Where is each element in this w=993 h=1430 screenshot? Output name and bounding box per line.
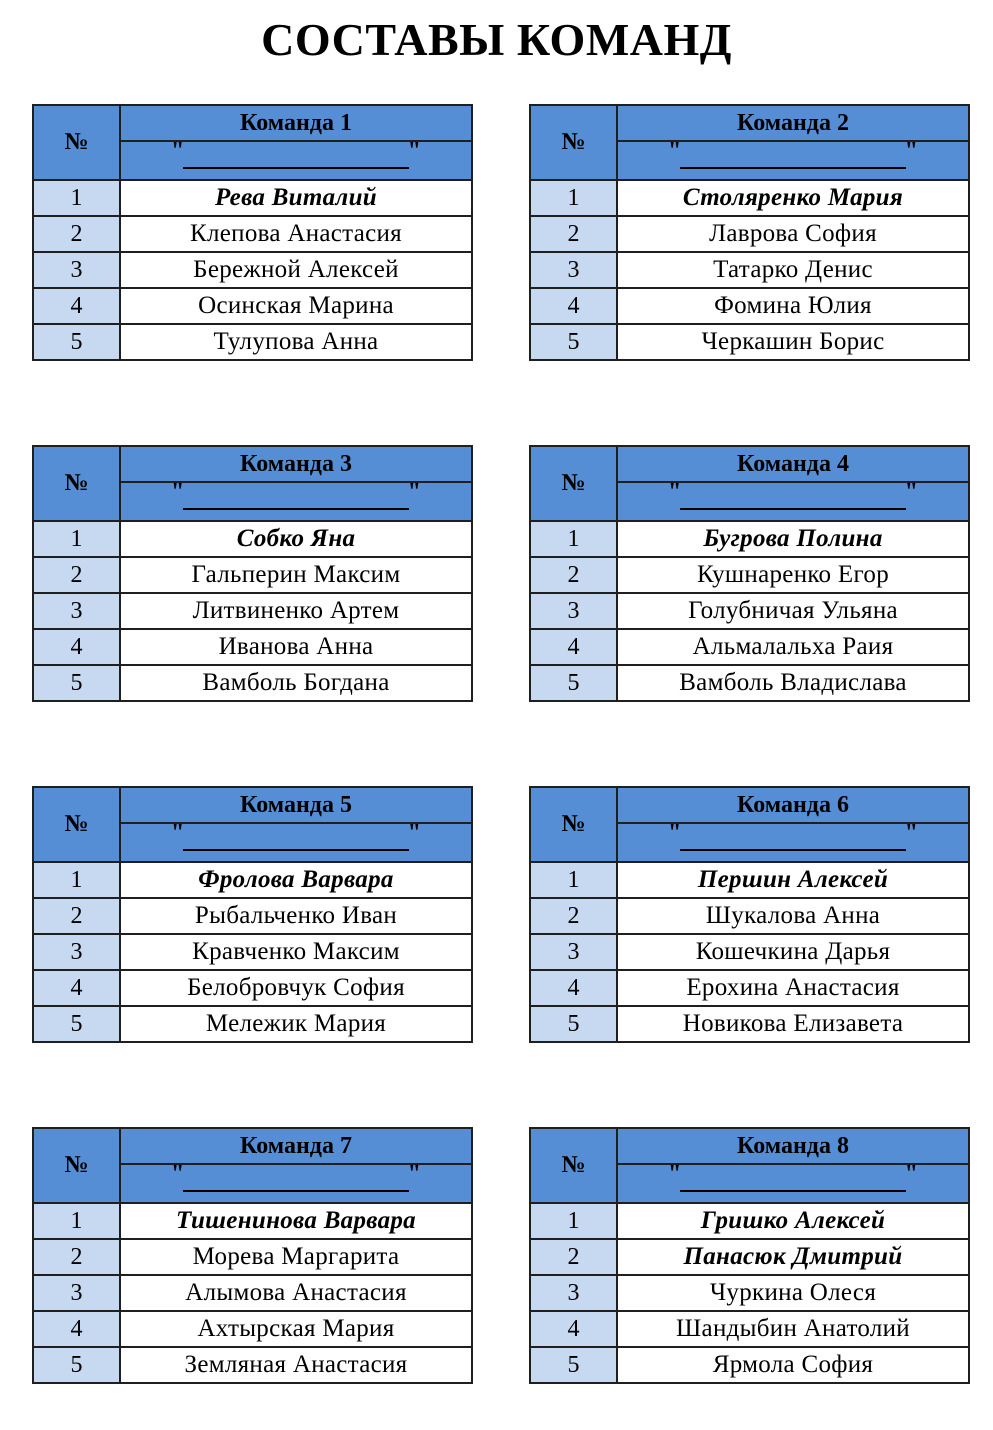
- close-quote: ": [904, 823, 918, 846]
- member-name: Ярмола София: [617, 1347, 969, 1383]
- team-title: Команда 8: [617, 1128, 969, 1164]
- member-name: Мележик Мария: [120, 1006, 472, 1042]
- blank-underline: [680, 1190, 906, 1192]
- member-row: [33, 934, 472, 970]
- member-row: [33, 665, 472, 701]
- blank-underline: [680, 849, 906, 851]
- team-title: Команда 3: [120, 446, 472, 482]
- member-number: 3: [33, 934, 120, 970]
- blank-underline: [183, 508, 409, 510]
- number-column-header: №: [530, 105, 617, 180]
- member-number: 5: [33, 1006, 120, 1042]
- member-name: Ерохина Анастасия: [617, 970, 969, 1006]
- member-row: [33, 324, 472, 360]
- member-row: [33, 180, 472, 216]
- member-name: Новикова Елизавета: [617, 1006, 969, 1042]
- member-name-highlighted: Першин Алексей: [617, 862, 969, 898]
- member-name-highlighted: Столяренко Мария: [617, 180, 969, 216]
- number-column-header: №: [530, 446, 617, 521]
- member-row: [530, 665, 969, 701]
- member-row: [33, 252, 472, 288]
- team-name-placeholder: [668, 142, 918, 172]
- member-row: [530, 1347, 969, 1383]
- blank-underline: [183, 849, 409, 851]
- member-name: Вамболь Владислава: [617, 665, 969, 701]
- member-row: [33, 1347, 472, 1383]
- blank-underline: [680, 508, 906, 510]
- member-name-highlighted: Бугрова Полина: [617, 521, 969, 557]
- member-number: 1: [33, 180, 120, 216]
- member-row: [33, 1006, 472, 1042]
- open-quote: ": [171, 1164, 185, 1187]
- member-row: [530, 593, 969, 629]
- member-row: [33, 629, 472, 665]
- team-name-placeholder: [668, 1165, 918, 1195]
- number-column-header: №: [530, 1128, 617, 1203]
- number-column-header: №: [33, 446, 120, 521]
- blank-underline: [183, 1190, 409, 1192]
- member-number: 5: [530, 324, 617, 360]
- team-name-blank: [120, 1164, 472, 1203]
- team-title: Команда 4: [617, 446, 969, 482]
- member-name: Клепова Анастасия: [120, 216, 472, 252]
- number-column-header: №: [33, 105, 120, 180]
- team-table-4: [529, 445, 970, 702]
- member-number: 3: [530, 934, 617, 970]
- member-number: 2: [530, 1239, 617, 1275]
- member-row: [530, 629, 969, 665]
- member-number: 5: [33, 324, 120, 360]
- number-column-header: №: [33, 1128, 120, 1203]
- member-name: Шандыбин Анатолий: [617, 1311, 969, 1347]
- team-table-5: [32, 786, 473, 1043]
- member-name: Морева Маргарита: [120, 1239, 472, 1275]
- member-name: Алымова Анастасия: [120, 1275, 472, 1311]
- member-row: [33, 288, 472, 324]
- member-row: [530, 288, 969, 324]
- number-column-header: №: [530, 787, 617, 862]
- member-row: [33, 1203, 472, 1239]
- blank-underline: [183, 167, 409, 169]
- member-row: [33, 970, 472, 1006]
- member-row: [530, 1311, 969, 1347]
- member-row: [33, 1275, 472, 1311]
- member-row: [530, 1275, 969, 1311]
- close-quote: ": [904, 482, 918, 505]
- member-number: 5: [530, 665, 617, 701]
- member-name: Земляная Анастасия: [120, 1347, 472, 1383]
- member-row: [530, 252, 969, 288]
- team-table-6: [529, 786, 970, 1043]
- close-quote: ": [407, 1164, 421, 1187]
- member-row: [33, 557, 472, 593]
- member-name: Бережной Алексей: [120, 252, 472, 288]
- team-title: Команда 6: [617, 787, 969, 823]
- member-name: Кушнаренко Егор: [617, 557, 969, 593]
- member-number: 5: [33, 665, 120, 701]
- close-quote: ": [904, 1164, 918, 1187]
- member-row: [530, 521, 969, 557]
- member-name: Голубничая Ульяна: [617, 593, 969, 629]
- member-name: Осинская Марина: [120, 288, 472, 324]
- member-row: [33, 1239, 472, 1275]
- member-number: 4: [33, 1311, 120, 1347]
- member-name: Гальперин Максим: [120, 557, 472, 593]
- team-name-blank: [617, 141, 969, 180]
- member-number: 2: [530, 898, 617, 934]
- team-name-placeholder: [171, 142, 421, 172]
- team-name-blank: [617, 1164, 969, 1203]
- member-number: 3: [530, 1275, 617, 1311]
- member-row: [530, 934, 969, 970]
- open-quote: ": [171, 482, 185, 505]
- member-name: Ахтырская Мария: [120, 1311, 472, 1347]
- member-number: 4: [530, 1311, 617, 1347]
- member-name: Рыбальченко Иван: [120, 898, 472, 934]
- member-name-highlighted: Тишенинова Варвара: [120, 1203, 472, 1239]
- member-name: Альмалальха Раия: [617, 629, 969, 665]
- member-row: [530, 324, 969, 360]
- member-row: [530, 216, 969, 252]
- team-name-placeholder: [171, 1165, 421, 1195]
- member-number: 5: [33, 1347, 120, 1383]
- member-number: 3: [33, 252, 120, 288]
- team-name-placeholder: [668, 824, 918, 854]
- team-name-placeholder: [668, 483, 918, 513]
- team-name-blank: [120, 823, 472, 862]
- team-name-blank: [617, 482, 969, 521]
- close-quote: ": [407, 823, 421, 846]
- member-row: [530, 862, 969, 898]
- member-name: Лаврова София: [617, 216, 969, 252]
- member-number: 1: [33, 1203, 120, 1239]
- member-number: 3: [33, 593, 120, 629]
- member-number: 4: [530, 970, 617, 1006]
- member-name: Кошечкина Дарья: [617, 934, 969, 970]
- member-name: Иванова Анна: [120, 629, 472, 665]
- member-number: 5: [530, 1347, 617, 1383]
- member-name: Шукалова Анна: [617, 898, 969, 934]
- member-name-highlighted: Фролова Варвара: [120, 862, 472, 898]
- member-name: Черкашин Борис: [617, 324, 969, 360]
- member-number: 4: [33, 970, 120, 1006]
- member-number: 3: [530, 252, 617, 288]
- team-table-8: [529, 1127, 970, 1384]
- member-number: 1: [530, 1203, 617, 1239]
- member-row: [530, 1203, 969, 1239]
- open-quote: ": [668, 1164, 682, 1187]
- member-number: 2: [530, 557, 617, 593]
- member-row: [530, 970, 969, 1006]
- member-number: 4: [530, 288, 617, 324]
- member-name-highlighted: Панасюк Дмитрий: [617, 1239, 969, 1275]
- team-name-blank: [617, 823, 969, 862]
- team-table-7: [32, 1127, 473, 1384]
- page-title: СОСТАВЫ КОМАНД: [261, 14, 732, 65]
- member-name: Тулупова Анна: [120, 324, 472, 360]
- open-quote: ": [171, 823, 185, 846]
- member-name-highlighted: Рева Виталий: [120, 180, 472, 216]
- close-quote: ": [904, 141, 918, 164]
- member-row: [33, 521, 472, 557]
- member-name: Татарко Денис: [617, 252, 969, 288]
- member-number: 1: [33, 862, 120, 898]
- member-number: 2: [33, 216, 120, 252]
- member-number: 1: [530, 521, 617, 557]
- team-table-2: [529, 104, 970, 361]
- open-quote: ": [171, 141, 185, 164]
- member-name: Литвиненко Артем: [120, 593, 472, 629]
- open-quote: ": [668, 482, 682, 505]
- member-name: Чуркина Олеся: [617, 1275, 969, 1311]
- member-row: [33, 862, 472, 898]
- member-name: Белобровчук София: [120, 970, 472, 1006]
- team-title: Команда 2: [617, 105, 969, 141]
- member-number: 2: [33, 898, 120, 934]
- open-quote: ": [668, 141, 682, 164]
- member-name: Вамболь Богдана: [120, 665, 472, 701]
- member-number: 3: [33, 1275, 120, 1311]
- team-name-blank: [120, 141, 472, 180]
- team-title: Команда 1: [120, 105, 472, 141]
- member-row: [530, 1006, 969, 1042]
- member-number: 1: [530, 862, 617, 898]
- close-quote: ": [407, 482, 421, 505]
- member-row: [33, 593, 472, 629]
- blank-underline: [680, 167, 906, 169]
- number-column-header: №: [33, 787, 120, 862]
- team-name-placeholder: [171, 483, 421, 513]
- member-row: [530, 180, 969, 216]
- member-number: 2: [530, 216, 617, 252]
- team-name-blank: [120, 482, 472, 521]
- member-row: [530, 557, 969, 593]
- member-number: 4: [33, 629, 120, 665]
- close-quote: ": [407, 141, 421, 164]
- member-row: [33, 898, 472, 934]
- member-name-highlighted: Гришко Алексей: [617, 1203, 969, 1239]
- member-row: [530, 898, 969, 934]
- member-number: 5: [530, 1006, 617, 1042]
- team-name-placeholder: [171, 824, 421, 854]
- member-name: Кравченко Максим: [120, 934, 472, 970]
- member-row: [530, 1239, 969, 1275]
- member-number: 2: [33, 1239, 120, 1275]
- member-number: 1: [33, 521, 120, 557]
- member-number: 3: [530, 593, 617, 629]
- member-number: 2: [33, 557, 120, 593]
- member-row: [33, 1311, 472, 1347]
- team-title: Команда 5: [120, 787, 472, 823]
- open-quote: ": [668, 823, 682, 846]
- team-title: Команда 7: [120, 1128, 472, 1164]
- team-table-3: [32, 445, 473, 702]
- member-row: [33, 216, 472, 252]
- member-name: Фомина Юлия: [617, 288, 969, 324]
- member-number: 4: [33, 288, 120, 324]
- team-table-1: [32, 104, 473, 361]
- member-number: 1: [530, 180, 617, 216]
- member-name-highlighted: Собко Яна: [120, 521, 472, 557]
- member-number: 4: [530, 629, 617, 665]
